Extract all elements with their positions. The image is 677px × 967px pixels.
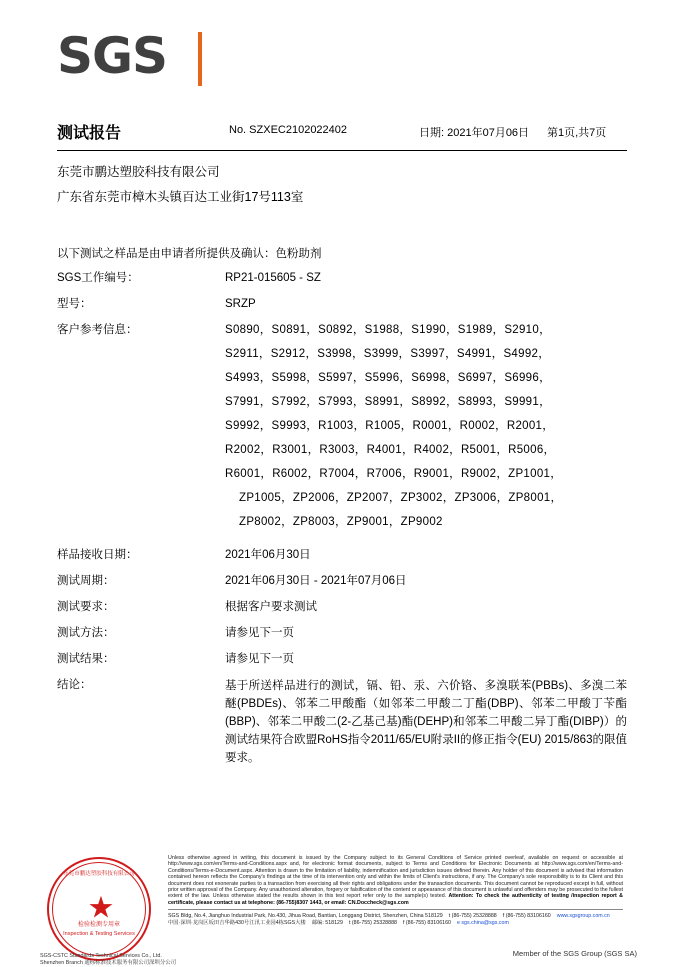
footer-address (168, 913, 638, 927)
sgs-logo (57, 27, 202, 92)
stamp-bottom-text: Inspection & Testing Services (63, 931, 135, 937)
address-cn: 中国·深圳·龙岗区坂田吉华路430号江汛工业园4栋SGS大楼 (168, 920, 306, 926)
reference-line: S2911，S2912，S3998，S3999，S3997，S4991，S4992， (225, 348, 551, 360)
company-address: 广东省东莞市樟木头镇百达工业街17号113室 (57, 190, 304, 204)
field-row (57, 573, 627, 590)
field-value: 根据客户要求测试 (225, 601, 317, 613)
fields-table (57, 270, 627, 776)
address-en-fax: f (86-755) 83106160 (502, 913, 551, 919)
reference-line: S0890，S0891，S0892，S1988，S1990，S1989，S2910， (225, 324, 551, 336)
conclusion-row (57, 677, 627, 767)
reference-line: ZP8002，ZP8003，ZP9001，ZP9002 (239, 516, 443, 528)
reference-line: R6001，R6002，R7004，R7006，R9001，R9002，ZP1001， (225, 468, 563, 480)
field-label: 客户参考信息： (57, 324, 138, 336)
sgs-entity-line-en: SGS-CSTC Standards Technical Services Co., Ltd. (40, 953, 162, 959)
sgs-entity-name (40, 953, 180, 967)
stamp-mid-text: 检验检测专用章 (77, 922, 120, 928)
address-cn-zip: 邮编: 518129 (311, 920, 343, 926)
field-row (57, 599, 627, 616)
page-indicator: 第1页,共7页 (547, 127, 607, 139)
customer-reference-row (57, 322, 627, 538)
sample-intro: 以下测试之样品是由申请者所提供及确认：色粉助剂 (57, 248, 322, 260)
member-note: Member of the SGS Group (SGS SA) (512, 949, 637, 958)
address-en-web[interactable]: www.sgsgroup.com.cn (556, 913, 610, 919)
company-block (57, 160, 303, 210)
address-en: SGS Bldg, No.4, Jianghuo Industrial Park, No.430, Jihua Road, Bantian, Longgang District, Shenzhen, China 518129 (168, 913, 443, 919)
company-name: 东莞市鹏达塑胶科技有限公司 (57, 165, 220, 179)
sgs-logo-accent-bar (198, 32, 202, 86)
field-label: 测试方法： (57, 627, 115, 639)
star-icon: ★ (87, 891, 115, 925)
reference-line: S7991，S7992，S7993，S8991，S8992，S8993，S9991， (225, 396, 551, 408)
field-value: 2021年06月30日 (225, 549, 311, 561)
legal-body: Unless otherwise agreed in writing, this document is issued by the Company subject to its General Conditions of Service printed overleaf, available on request or accessible at http://www.sgs.com/en/Terms-and-Conditions.aspx and, for electronic format documents, subject to Terms and Conditions for Electronic Documents at http://www.sgs.com/en/Terms-and-Conditions/Terms-e-Document.aspx. Attention is drawn to the limitation of liability, indemnification and jurisdiction issues defined therein. Any holder of this document is advised that information contained hereon reflects the Company's findings at the time of its intervention only and within the limits of Client's instructions, if any. The Company's sole responsibility is to its Client and this document does not exonerate parties to a transaction from exercising all their rights and obligations under the transaction documents. This document cannot be reproduced except in full, without prior written approval of the Company. Any unauthorized alteration, forgery or falsification of the content or appearance of this document is unlawful and offenders may be prosecuted to the fullest extent of the law. Unless otherwise stated the results shown in this test report refer only to the sample(s) tested. (168, 855, 623, 900)
field-row (57, 296, 627, 313)
report-header (57, 120, 627, 146)
address-cn-tel: t (86-755) 25328888 (348, 920, 397, 926)
address-row-cn (168, 920, 638, 927)
field-label: SGS工作编号： (57, 272, 139, 284)
conclusion-text: 基于所送样品进行的测试，镉、铅、汞、六价铬、多溴联苯(PBBs)、多溴二苯醚(PBDEs)、邻苯二甲酸酯（如邻苯二甲酸二丁酯(DBP)、邻苯二甲酸丁苄酯(BBP)、邻苯二甲酸二(2-乙基己基)酯(DEHP)和邻苯二甲酸二异丁酯(DIBP)）的测试结果符合欧盟RoHS指令2011/65/EU附录II的修正指令(EU) 2015/863的限值要求。 (225, 680, 627, 764)
reference-line: R2002，R3001，R3003，R4001，R4002，R5001，R5006， (225, 444, 556, 456)
footer-divider (168, 909, 623, 910)
field-label: 测试要求： (57, 601, 115, 613)
field-row (57, 270, 627, 287)
reference-line: S9992，S9993，R1003，R1005，R0001，R0002，R2001， (225, 420, 555, 432)
stamp-top-text: 东莞市鹏达塑胶科技有限公司 (63, 871, 135, 877)
address-cn-email[interactable]: e sgs.china@sgs.com (456, 920, 509, 926)
legal-terms (168, 855, 623, 906)
reference-line: ZP1005，ZP2006，ZP2007，ZP3002，ZP3006，ZP8001， (239, 492, 563, 504)
sgs-logo-text: SGS (57, 27, 168, 85)
field-label: 测试结果： (57, 653, 115, 665)
address-cn-fax: f (86-755) 83106160 (402, 920, 451, 926)
field-row (57, 547, 627, 564)
field-value: 请参见下一页 (225, 653, 294, 665)
reference-line: S4993，S5998，S5997，S5996，S6998，S6997，S6996， (225, 372, 551, 384)
field-label: 结论： (57, 679, 92, 691)
field-value: 请参见下一页 (225, 627, 294, 639)
sgs-entity-line-cn: Shenzhen Branch 通标标准技术服务有限公司深圳分公司 (40, 960, 176, 966)
page-title: 测试报告 (57, 125, 122, 142)
address-en-tel: t (86-755) 25328888 (448, 913, 497, 919)
field-value: 2021年06月30日 - 2021年07月06日 (225, 575, 407, 587)
field-label: 测试周期： (57, 575, 115, 587)
report-date: 日期: 2021年07月06日 (419, 127, 530, 139)
field-value: RP21-015605 - SZ (225, 272, 321, 284)
field-label: 型号： (57, 298, 92, 310)
field-row (57, 625, 627, 642)
field-row (57, 651, 627, 668)
report-number: No. SZXEC2102022402 (229, 124, 348, 136)
page-footer (0, 845, 677, 966)
customer-reference-values (225, 322, 627, 538)
legal-attention: Attention: To check the authenticity of testing /inspection report & certificate, please contact us at telephone: (86-755)8307 1443, or email: CN.Doccheck@sgs.com (168, 893, 623, 906)
field-label: 样品接收日期： (57, 549, 138, 561)
header-divider (57, 150, 627, 151)
address-row-en (168, 913, 638, 920)
field-value: SRZP (225, 298, 256, 310)
company-stamp (47, 857, 155, 965)
